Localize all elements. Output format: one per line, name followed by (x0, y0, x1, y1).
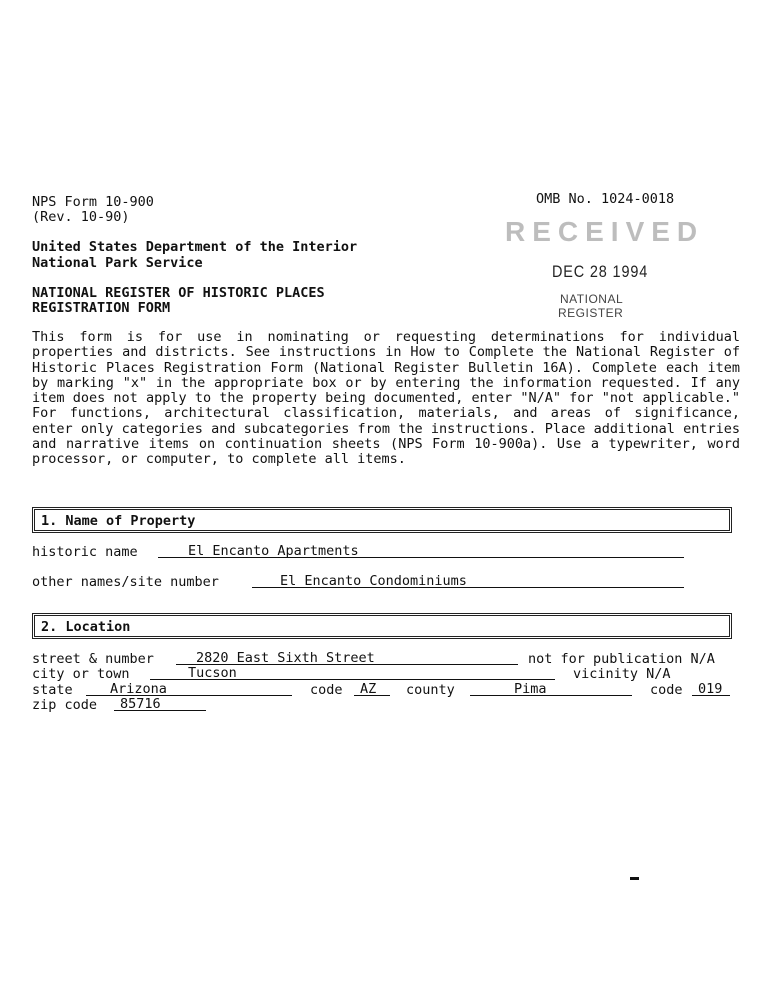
state-field[interactable]: Arizona (86, 682, 292, 696)
received-stamp: RECEIVED (505, 216, 705, 247)
other-names-label: other names/site number (32, 574, 219, 590)
other-names-field[interactable]: El Encanto Condominiums (252, 574, 684, 588)
service-name: National Park Service (32, 255, 203, 271)
city-town-field[interactable]: Tucson (150, 666, 555, 680)
section-2-title: 2. Location (41, 619, 131, 635)
state-code-field[interactable]: AZ (354, 682, 390, 696)
section-1-title: 1. Name of Property (41, 513, 196, 529)
county-code-label: code (650, 682, 683, 698)
stamp-date: DEC 28 1994 (552, 262, 649, 281)
street-number-field[interactable]: 2820 East Sixth Street (176, 651, 518, 665)
zip-code-field[interactable]: 85716 (114, 697, 206, 711)
stamp-national: NATIONAL (560, 292, 624, 306)
historic-name-field[interactable]: El Encanto Apartments (158, 544, 684, 558)
section-2-header (32, 613, 732, 639)
street-number-label: street & number (32, 651, 154, 667)
scan-mark (630, 877, 639, 880)
instructions-paragraph: This form is for use in nominating or requesting determinations for individual properties and districts. See instructions in How to Complete the National Register of Historic Places Registration Form (National Register Bulletin 16A). Complete each item by marking "x" in the appropriate box or by entering the information requested. If any item does not apply to the property being documented, enter "N/A" for "not applicable." For functions, architectural classification, materials, and areas of significance, enter only categories and subcategories from the instructions. Place additional entries and narrative items on continuation sheets (NPS Form 10-900a). Use a typewriter, word processor, or computer, to complete all items. (32, 329, 740, 468)
omb-number: OMB No. 1024-0018 (536, 191, 675, 207)
stamp-register: REGISTER (558, 306, 624, 320)
historic-name-label: historic name (32, 544, 138, 560)
city-town-label: city or town (32, 666, 130, 682)
form-revision: (Rev. 10-90) (32, 209, 130, 225)
zip-code-label: zip code (32, 697, 98, 713)
county-code-field[interactable]: 019 (692, 682, 730, 696)
state-label: state (32, 682, 73, 698)
vicinity-label: vicinity N/A (573, 666, 671, 682)
state-code-label: code (310, 682, 343, 698)
not-for-publication-label: not for publication N/A (528, 651, 715, 667)
section-1-header (32, 507, 732, 533)
department-name: United States Department of the Interior (32, 239, 358, 255)
county-label: county (406, 682, 455, 698)
form-number: NPS Form 10-900 (32, 194, 154, 210)
form-subtitle: REGISTRATION FORM (32, 300, 171, 316)
form-title: NATIONAL REGISTER OF HISTORIC PLACES (32, 285, 325, 301)
county-field[interactable]: Pima (470, 682, 632, 696)
